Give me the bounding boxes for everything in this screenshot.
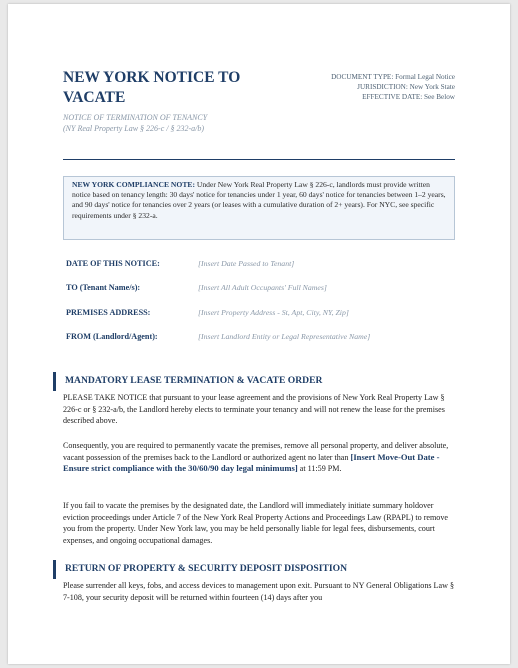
field-value-landlord: [Insert Landlord Entity or Legal Representative Name]: [198, 331, 371, 341]
field-row-landlord: [66, 331, 446, 355]
document-subtitle: [63, 112, 207, 134]
deposit-paragraph-1: Please surrender all keys, fobs, and access devices to management upon exit. Pursuant to NY General Obligations Law § 7-108, your security deposit will be returned within fourteen (14) days after you: [63, 581, 455, 602]
field-label-date: DATE OF THIS NOTICE:: [66, 259, 160, 268]
termination-paragraph-2-text-b: at 11:59 PM.: [297, 464, 342, 474]
meta-effective-date: EFFECTIVE DATE: See Below: [362, 93, 455, 101]
compliance-note-label: NEW YORK COMPLIANCE NOTE:: [72, 180, 195, 189]
document-title: NEW YORK NOTICE TO VACATE: [63, 69, 241, 106]
field-row-premises: [66, 307, 446, 331]
field-row-tenant: [66, 282, 446, 306]
field-value-tenant: [Insert All Adult Occupants' Full Names]: [198, 283, 327, 293]
field-value-date: [Insert Date Passed to Tenant]: [198, 259, 295, 268]
meta-jurisdiction: JURISDICTION: New York State: [357, 83, 455, 91]
field-value-premises: [Insert Property Address - St, Apt, City, NY, Zip]: [198, 307, 349, 317]
termination-paragraph-2: [63, 440, 455, 475]
document-meta: [331, 72, 455, 102]
compliance-note: [63, 176, 455, 240]
meta-document-type: DOCUMENT TYPE: Formal Legal Notice: [331, 73, 455, 81]
document-page: [8, 4, 510, 664]
termination-paragraph-2-text-a: Consequently, you are required to permanently vacate the premises, remove all personal property, and deliver absolute, vacant possession of the premises back to the Landlord or authorized agent no later than: [63, 441, 449, 462]
section-heading-termination: [53, 372, 323, 391]
field-row-date: [66, 258, 446, 282]
move-out-date-placeholder: [Insert Move-Out Date - Ensure strict compliance with the 30/60/90 day legal minimums]: [63, 451, 440, 474]
termination-paragraph-3: If you fail to vacate the premises by the designated date, the Landlord will immediately initiate summary holdover eviction proceedings under Article 7 of the New York Real Property Actions and Proceedings Law (RPAPL) to remove you from the property. Under New York law, you may be held personally liable for legal fees, disbursements, court expenses, and ongoing occupational damages.: [63, 501, 448, 546]
section-heading-termination-text: MANDATORY LEASE TERMINATION & VACATE ORDER: [65, 375, 323, 386]
section-heading-deposit-text: RETURN OF PROPERTY & SECURITY DEPOSIT DISPOSITION: [65, 563, 348, 574]
section-heading-deposit: [53, 560, 348, 579]
subtitle-line-1: NOTICE OF TERMINATION OF TENANCY: [63, 113, 208, 122]
compliance-note-text: Under New York Real Property Law § 226-c, landlords must provide written notice based on tenancy length: 30 days' notice for tenancies under 1 year, 60 days' notice for tenancies between 1–2 years, and 90 days' notice for tenancies over 2 years (or leases with a cumulative duration of 2+ years). For NYC, see specific requirements under § 232-a.: [72, 180, 446, 220]
field-label-premises: PREMISES ADDRESS:: [66, 307, 151, 317]
field-label-landlord: FROM (Landlord/Agent):: [66, 331, 158, 341]
field-label-tenant: TO (Tenant Name/s):: [66, 283, 141, 293]
termination-paragraph-1: PLEASE TAKE NOTICE that pursuant to your lease agreement and the provisions of New York Real Property Law § 226-c or § 232-a/b, the Landlord hereby elects to terminate your tenancy and will not renew the lease for the premises described above.: [63, 393, 445, 426]
notice-fields: [66, 258, 446, 355]
document-header: [63, 68, 455, 160]
subtitle-line-2: (NY Real Property Law § 226-c / § 232-a/b): [63, 124, 205, 133]
header-divider: [63, 159, 455, 160]
